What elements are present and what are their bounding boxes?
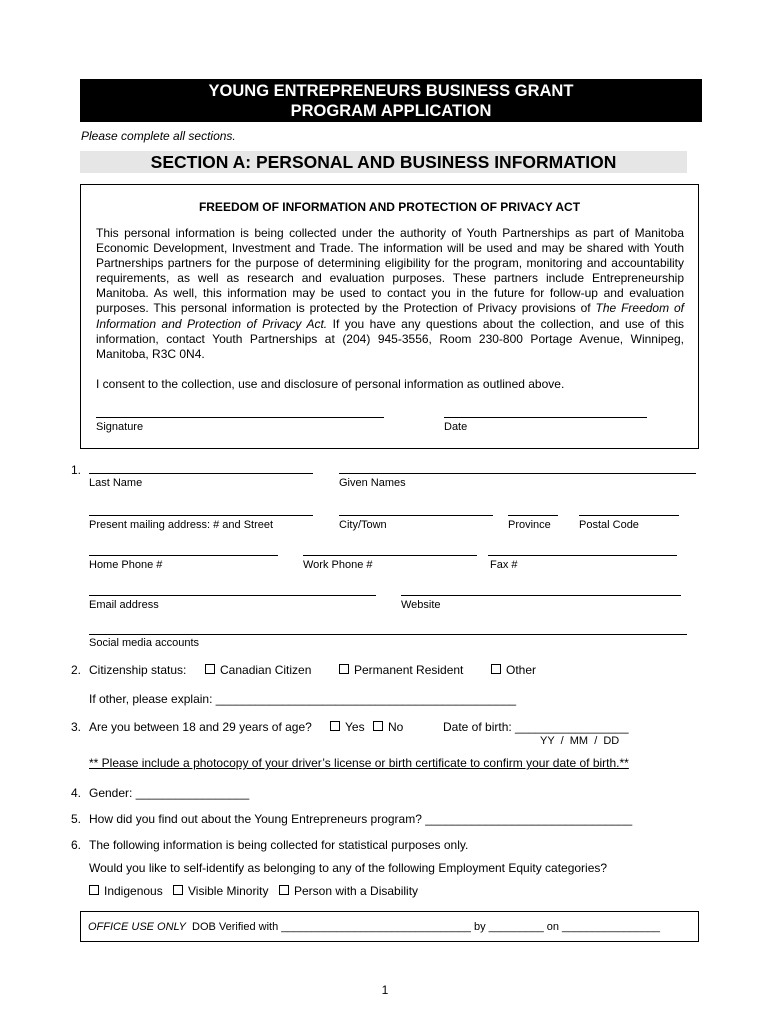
act-name: The Freedom of Information and Protection of Privacy Act.	[96, 301, 684, 331]
checkbox-icon[interactable]	[89, 885, 99, 895]
office-use-fields[interactable]: DOB Verified with _______________________________ by _________ on ________________	[192, 921, 660, 933]
address-field[interactable]	[89, 515, 313, 516]
postal-code-label: Postal Code	[579, 519, 639, 531]
form-title	[80, 79, 702, 122]
form-title-line1: YOUNG ENTREPRENEURS BUSINESS GRANT	[208, 82, 574, 100]
q1-number: 1.	[71, 463, 82, 477]
home-phone-label: Home Phone #	[89, 559, 163, 571]
fax-field[interactable]	[488, 555, 677, 556]
age-no-option[interactable]	[373, 720, 403, 734]
dob-format-hint: YY / MM / DD	[540, 735, 620, 747]
equity-disability-option[interactable]	[279, 884, 418, 898]
social-media-field[interactable]	[89, 634, 687, 635]
date-of-birth-field[interactable]: Date of birth: _________________	[443, 720, 629, 734]
citizenship-other-option[interactable]	[491, 663, 536, 677]
privacy-notice-title: FREEDOM OF INFORMATION AND PROTECTION OF PRIVACY ACT	[198, 200, 581, 214]
consent-date-label: Date	[444, 421, 468, 433]
dob-proof-note: ** Please include a photocopy of your driver’s license or birth certificate to confirm your date of birth.**	[89, 756, 629, 770]
citizenship-permanent-label: Permanent Resident	[354, 663, 464, 677]
signature-label: Signature	[96, 421, 144, 433]
form-title-line2: PROGRAM APPLICATION	[290, 102, 492, 120]
checkbox-icon[interactable]	[339, 664, 349, 674]
province-field[interactable]	[508, 515, 558, 516]
home-phone-field[interactable]	[89, 555, 278, 556]
q6-number: 6.	[71, 838, 82, 852]
statistical-purposes-note: The following information is being collected for statistical purposes only.	[89, 838, 469, 852]
city-field[interactable]	[339, 515, 493, 516]
equity-indigenous-option[interactable]	[89, 884, 163, 898]
city-label: City/Town	[339, 519, 387, 531]
address-label: Present mailing address: # and Street	[89, 519, 274, 531]
age-yes-option[interactable]	[330, 720, 365, 734]
office-use-label: OFFICE USE ONLY	[88, 921, 187, 933]
privacy-text-part2: If you have any questions about the collection, and use of this information, contact Youth Partnerships at (204) 945-3556, Room 230-800 Portage Avenue, Winnipeg, Manitoba, R3C 0N4.	[96, 316, 685, 361]
checkbox-icon[interactable]	[330, 721, 340, 731]
postal-code-field[interactable]	[579, 515, 679, 516]
checkbox-icon[interactable]	[373, 721, 383, 731]
page-number: 1	[381, 983, 389, 997]
email-field[interactable]	[89, 595, 376, 596]
instructions: Please complete all sections.	[81, 129, 236, 143]
equity-disability-label: Person with a Disability	[294, 884, 419, 898]
age-no-label: No	[388, 720, 404, 734]
q5-number: 5.	[71, 812, 82, 826]
citizenship-permanent-option[interactable]	[339, 663, 463, 677]
citizenship-other-label: Other	[506, 663, 537, 677]
citizenship-label: Citizenship status:	[89, 663, 187, 677]
office-use-row	[88, 921, 660, 933]
province-label: Province	[508, 519, 551, 531]
fax-label: Fax #	[490, 559, 518, 571]
section-title: SECTION A: PERSONAL AND BUSINESS INFORMATION	[80, 151, 687, 173]
gender-field[interactable]: Gender: _________________	[89, 786, 250, 800]
citizenship-canadian-label: Canadian Citizen	[220, 663, 312, 677]
citizenship-canadian-option[interactable]	[205, 663, 311, 677]
equity-indigenous-label: Indigenous	[104, 884, 163, 898]
email-label: Email address	[89, 599, 159, 611]
signature-field[interactable]	[96, 417, 384, 418]
social-media-label: Social media accounts	[89, 637, 200, 649]
checkbox-icon[interactable]	[173, 885, 183, 895]
referral-source-field[interactable]: How did you find out about the Young Entrepreneurs program? _______________________________	[89, 812, 633, 826]
consent-date-field[interactable]	[444, 417, 647, 418]
last-name-field[interactable]	[89, 473, 313, 474]
q2-number: 2.	[71, 663, 82, 677]
given-names-label: Given Names	[339, 477, 406, 489]
work-phone-field[interactable]	[303, 555, 477, 556]
q3-number: 3.	[71, 720, 82, 734]
citizenship-explain-field[interactable]: If other, please explain: _____________________________________________	[89, 692, 517, 706]
website-label: Website	[401, 599, 441, 611]
work-phone-label: Work Phone #	[303, 559, 373, 571]
consent-statement: I consent to the collection, use and disclosure of personal information as outlined above.	[96, 377, 565, 391]
age-yes-label: Yes	[345, 720, 365, 734]
given-names-field[interactable]	[339, 473, 696, 474]
equity-visible-minority-option[interactable]	[173, 884, 268, 898]
website-field[interactable]	[401, 595, 681, 596]
checkbox-icon[interactable]	[491, 664, 501, 674]
checkbox-icon[interactable]	[205, 664, 215, 674]
checkbox-icon[interactable]	[279, 885, 289, 895]
privacy-text-part1: This personal information is being collected under the authority of Youth Partnerships as part of Manitoba Economic Development, Investment and Trade. The information will be used and may be shared with Youth Partnerships partners for the purpose of determining eligibility for the program, monitoring and accountability requirements, as well as research and evaluation purposes. These partners include Entrepreneurship Manitoba. As well, this information may be used to contact you in the future for follow-up and evaluation purposes. This personal information is protected by the Protection of Privacy provisions of	[96, 226, 684, 316]
q4-number: 4.	[71, 786, 82, 800]
age-question-label: Are you between 18 and 29 years of age?	[89, 720, 312, 734]
equity-visible-minority-label: Visible Minority	[188, 884, 269, 898]
privacy-notice-text	[96, 226, 684, 362]
last-name-label: Last Name	[89, 477, 143, 489]
employment-equity-question: Would you like to self-identify as belonging to any of the following Employment Equity categories?	[89, 861, 608, 875]
